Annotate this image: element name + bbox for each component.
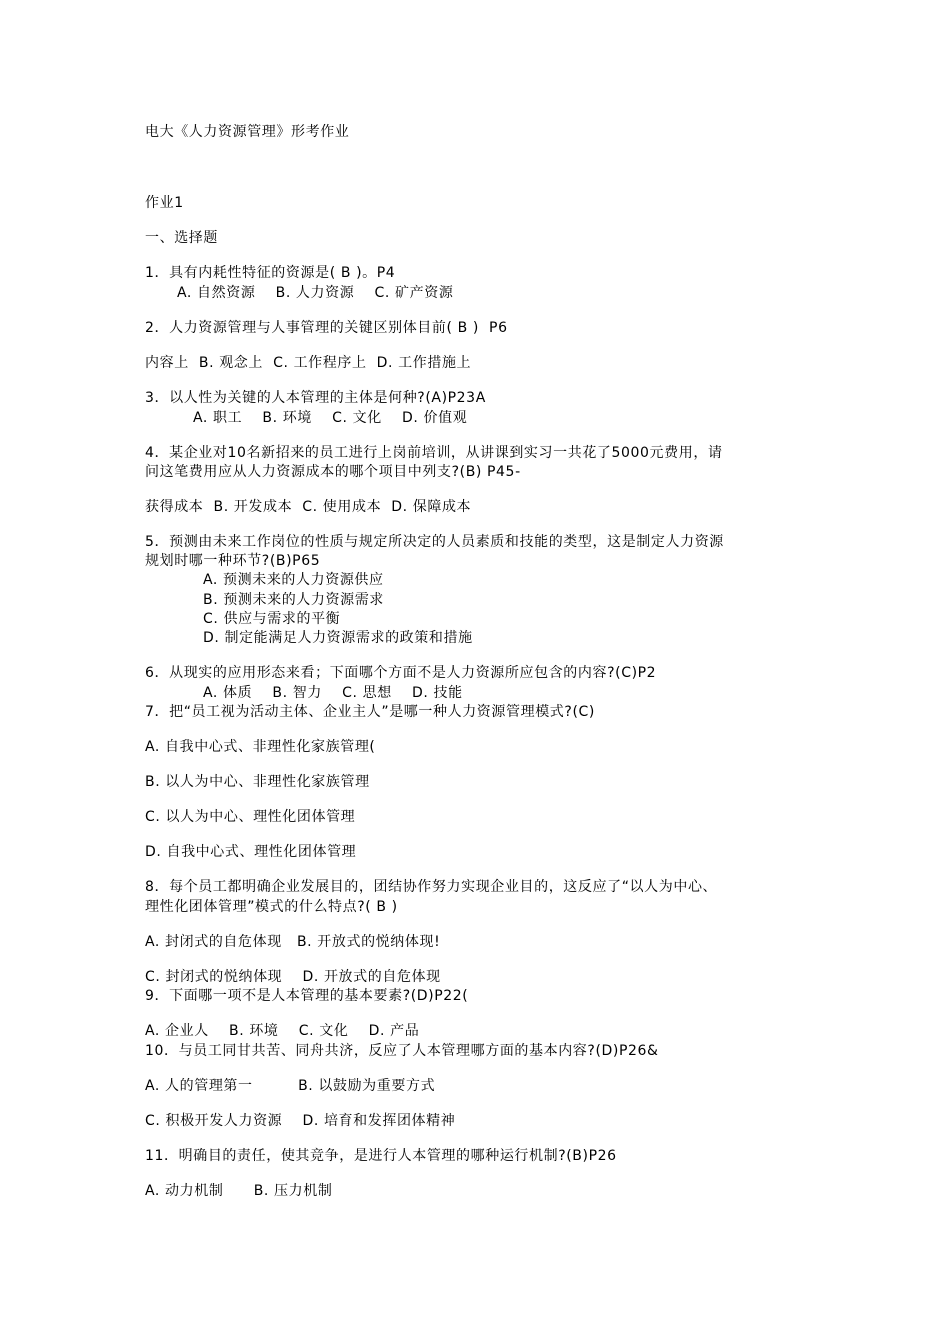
question-1-options: A. 自然资源 B. 人力资源 C. 矿产资源 — [177, 285, 454, 301]
assignment-heading: 作业1 — [145, 195, 184, 211]
question-2-options: 内容上 B. 观念上 C. 工作程序上 D. 工作措施上 — [145, 355, 472, 371]
question-5-option-a: A. 预测未来的人力资源供应 — [203, 572, 384, 588]
document-title: 电大《人力资源管理》形考作业 — [145, 124, 350, 140]
question-7-option-b: B. 以人为中心、非理性化家族管理 — [145, 774, 370, 790]
question-5-option-c: C. 供应与需求的平衡 — [203, 611, 341, 627]
question-5-line-2: 规划时哪一种环节?(B)P65 — [145, 553, 321, 569]
question-9-options: A. 企业人 B. 环境 C. 文化 D. 产品 — [145, 1023, 420, 1039]
question-11-options: A. 动力机制 B. 压力机制 — [145, 1183, 333, 1199]
question-7-option-d: D. 自我中心式、理性化团体管理 — [145, 844, 357, 860]
question-8-line-2: 理性化团体管理”模式的什么特点?( B ) — [145, 899, 398, 915]
question-7-option-a: A. 自我中心式、非理性化家族管理( — [145, 739, 376, 755]
question-10: 10．与员工同甘共苦、同舟共济，反应了人本管理哪方面的基本内容?(D)P26& — [145, 1043, 659, 1059]
question-8-line-1: 8．每个员工都明确企业发展目的，团结协作努力实现企业目的，这反应了“以人为中心、 — [145, 879, 718, 895]
question-6: 6．从现实的应用形态来看；下面哪个方面不是人力资源所应包含的内容?(C)P2 — [145, 665, 657, 681]
question-3-options: A. 职工 B. 环境 C. 文化 D. 价值观 — [193, 410, 468, 426]
question-5-option-b: B. 预测未来的人力资源需求 — [203, 592, 384, 608]
question-10-options-cd: C. 积极开发人力资源 D. 培育和发挥团体精神 — [145, 1113, 456, 1129]
section-heading: 一、选择题 — [145, 230, 218, 246]
question-5-option-d: D. 制定能满足人力资源需求的政策和措施 — [203, 630, 473, 646]
question-9: 9．下面哪一项不是人本管理的基本要素?(D)P22( — [145, 988, 469, 1004]
question-4-options: 获得成本 B. 开发成本 C. 使用成本 D. 保障成本 — [145, 499, 472, 515]
question-3: 3．以人性为关键的人本管理的主体是何种?(A)P23A — [145, 390, 486, 406]
question-5-line-1: 5．预测由未来工作岗位的性质与规定所决定的人员素质和技能的类型，这是制定人力资源 — [145, 534, 724, 550]
question-1: 1．具有内耗性特征的资源是( B )。P4 — [145, 265, 396, 281]
question-7-option-c: C. 以人为中心、理性化团体管理 — [145, 809, 356, 825]
question-7: 7．把“员工视为活动主体、企业主人”是哪一种人力资源管理模式?(C) — [145, 704, 595, 720]
question-8-options-cd: C. 封闭式的悦纳体现 D. 开放式的自危体现 — [145, 969, 441, 985]
question-10-options-ab: A. 人的管理第一 B. 以鼓励为重要方式 — [145, 1078, 436, 1094]
question-8-options-ab: A. 封闭式的自危体现 B. 开放式的悦纳体现! — [145, 934, 441, 950]
question-4-line-2: 问这笔费用应从人力资源成本的哪个项目中列支?(B) P45- — [145, 464, 521, 480]
question-11: 11．明确目的责任，使其竞争，是进行人本管理的哪种运行机制?(B)P26 — [145, 1148, 617, 1164]
question-6-options: A. 体质 B. 智力 C. 思想 D. 技能 — [203, 685, 463, 701]
question-2: 2．人力资源管理与人事管理的关键区别体目前( B ) P6 — [145, 320, 508, 336]
question-4-line-1: 4．某企业对10名新招来的员工进行上岗前培训，从讲课到实习一共花了5000元费用，请 — [145, 445, 723, 461]
